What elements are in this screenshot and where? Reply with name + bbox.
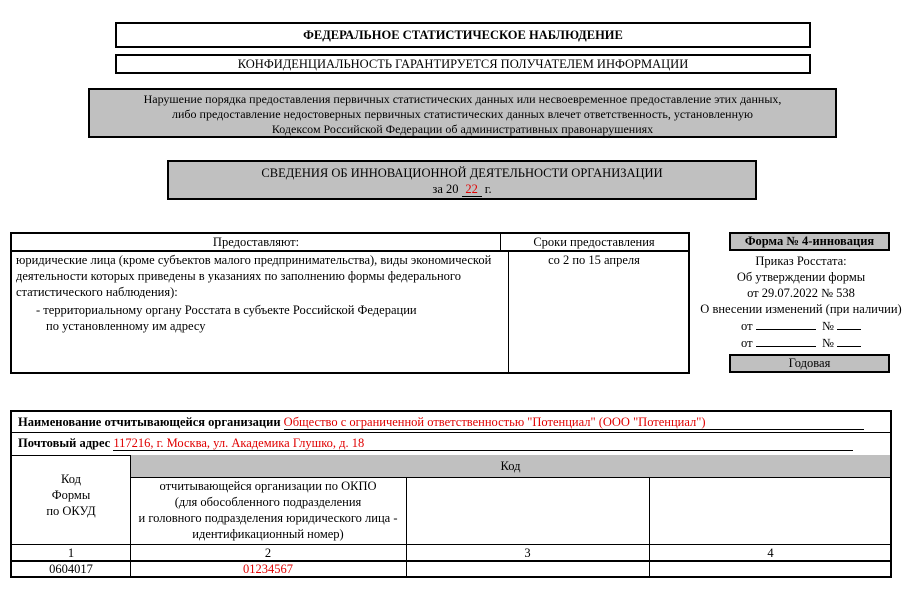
warning-line-1: Нарушение порядка предоставления первичных статистических данных или несвоевременное предоставление этих данных,	[143, 92, 782, 106]
periodicity-badge: Годовая	[729, 354, 890, 373]
col-number-1: 1	[67, 546, 75, 560]
okpo-header-line-3: и головного подразделения юридического лица -	[138, 511, 398, 525]
providers-line-3: статистического наблюдения):	[16, 285, 178, 299]
okpo-header-line-1: отчитывающейся организации по ОКПО	[159, 479, 377, 493]
okpo-header-line-2: (для обособленного подразделения	[174, 495, 362, 509]
amendment-row-1	[700, 317, 902, 334]
order-title: Приказ Росстата:	[755, 254, 847, 268]
recipient-line-2: по установленному им адресу	[46, 319, 206, 333]
amendment-date-field-2[interactable]	[756, 334, 816, 347]
code-col-3-value[interactable]	[406, 561, 649, 577]
confidentiality-notice: КОНФИДЕНЦИАЛЬНОСТЬ ГАРАНТИРУЕТСЯ ПОЛУЧАТЕЛЕМ ИНФОРМАЦИИ	[115, 54, 811, 74]
report-year	[169, 181, 755, 197]
okpo-header-line-4: идентификационный номер)	[192, 527, 344, 541]
num-label: №	[821, 319, 834, 333]
col-number-4: 4	[767, 546, 774, 560]
okud-header-line-1: Код	[61, 472, 81, 486]
providers-table	[10, 232, 690, 374]
year-value[interactable]: 22	[462, 183, 482, 197]
col-number-2: 2	[264, 546, 272, 560]
providers-description	[12, 252, 509, 372]
okud-value: 0604017	[49, 562, 93, 576]
deadline-header: Сроки предоставления	[500, 234, 688, 252]
order-date: от 29.07.2022 № 538	[747, 286, 855, 300]
from-label: от	[741, 336, 753, 350]
year-suffix: г.	[484, 182, 492, 196]
num-label: №	[821, 336, 834, 350]
org-name-row	[18, 412, 886, 432]
code-header: Код	[130, 455, 890, 478]
order-info	[700, 253, 902, 351]
amendment-number-field-1[interactable]	[837, 317, 861, 330]
organization-block	[10, 410, 892, 578]
amendment-number-field-2[interactable]	[837, 334, 861, 347]
amendments-label: О внесении изменений (при наличии)	[700, 302, 902, 316]
col-number-3: 3	[524, 546, 531, 560]
warning-line-3: Кодексом Российской Федерации об административных правонарушениях	[271, 122, 654, 136]
address-row	[18, 433, 886, 453]
providers-line-2: деятельности которых приведены в указаниях по заполнению формы федерального	[16, 269, 462, 283]
okud-header-line-3: по ОКУД	[46, 504, 96, 518]
okud-header-line-2: Формы	[51, 488, 91, 502]
liability-warning	[88, 88, 837, 138]
report-title: СВЕДЕНИЯ ОБ ИННОВАЦИОННОЙ ДЕЯТЕЛЬНОСТИ ОРГАНИЗАЦИИ	[261, 166, 663, 180]
address-label: Почтовый адрес	[18, 436, 111, 450]
amendment-date-field-1[interactable]	[756, 317, 816, 330]
org-name-value[interactable]: Общество с ограниченной ответственностью "Потенциал" (ООО "Потенциал")	[284, 415, 864, 430]
warning-line-2: либо предоставление недостоверных первичных статистических данных влечет ответственность, установленную	[172, 107, 753, 121]
deadline-value: со 2 по 15 апреля	[548, 253, 640, 267]
year-prefix: за 20	[432, 182, 459, 196]
okpo-value[interactable]: 01234567	[243, 562, 293, 576]
org-name-label: Наименование отчитывающейся организации	[18, 415, 281, 429]
form-number: Форма № 4-инновация	[729, 232, 890, 251]
from-label: от	[741, 319, 753, 333]
report-title-box	[167, 160, 757, 200]
order-approval: Об утверждении формы	[736, 270, 866, 284]
address-value[interactable]: 117216, г. Москва, ул. Академика Глушко, д. 18	[113, 436, 853, 451]
survey-title: ФЕДЕРАЛЬНОЕ СТАТИСТИЧЕСКОЕ НАБЛЮДЕНИЕ	[115, 22, 811, 48]
providers-line-1: юридические лица (кроме субъектов малого предпринимательства), виды экономической	[16, 253, 492, 267]
recipient-line-1: - территориальному органу Росстата в субъекте Российской Федерации	[36, 303, 417, 317]
okud-header	[12, 471, 130, 519]
amendment-row-2	[700, 334, 902, 351]
code-col-4-value[interactable]	[649, 561, 892, 577]
okpo-header	[130, 478, 406, 542]
providers-header: Предоставляют:	[12, 234, 501, 252]
